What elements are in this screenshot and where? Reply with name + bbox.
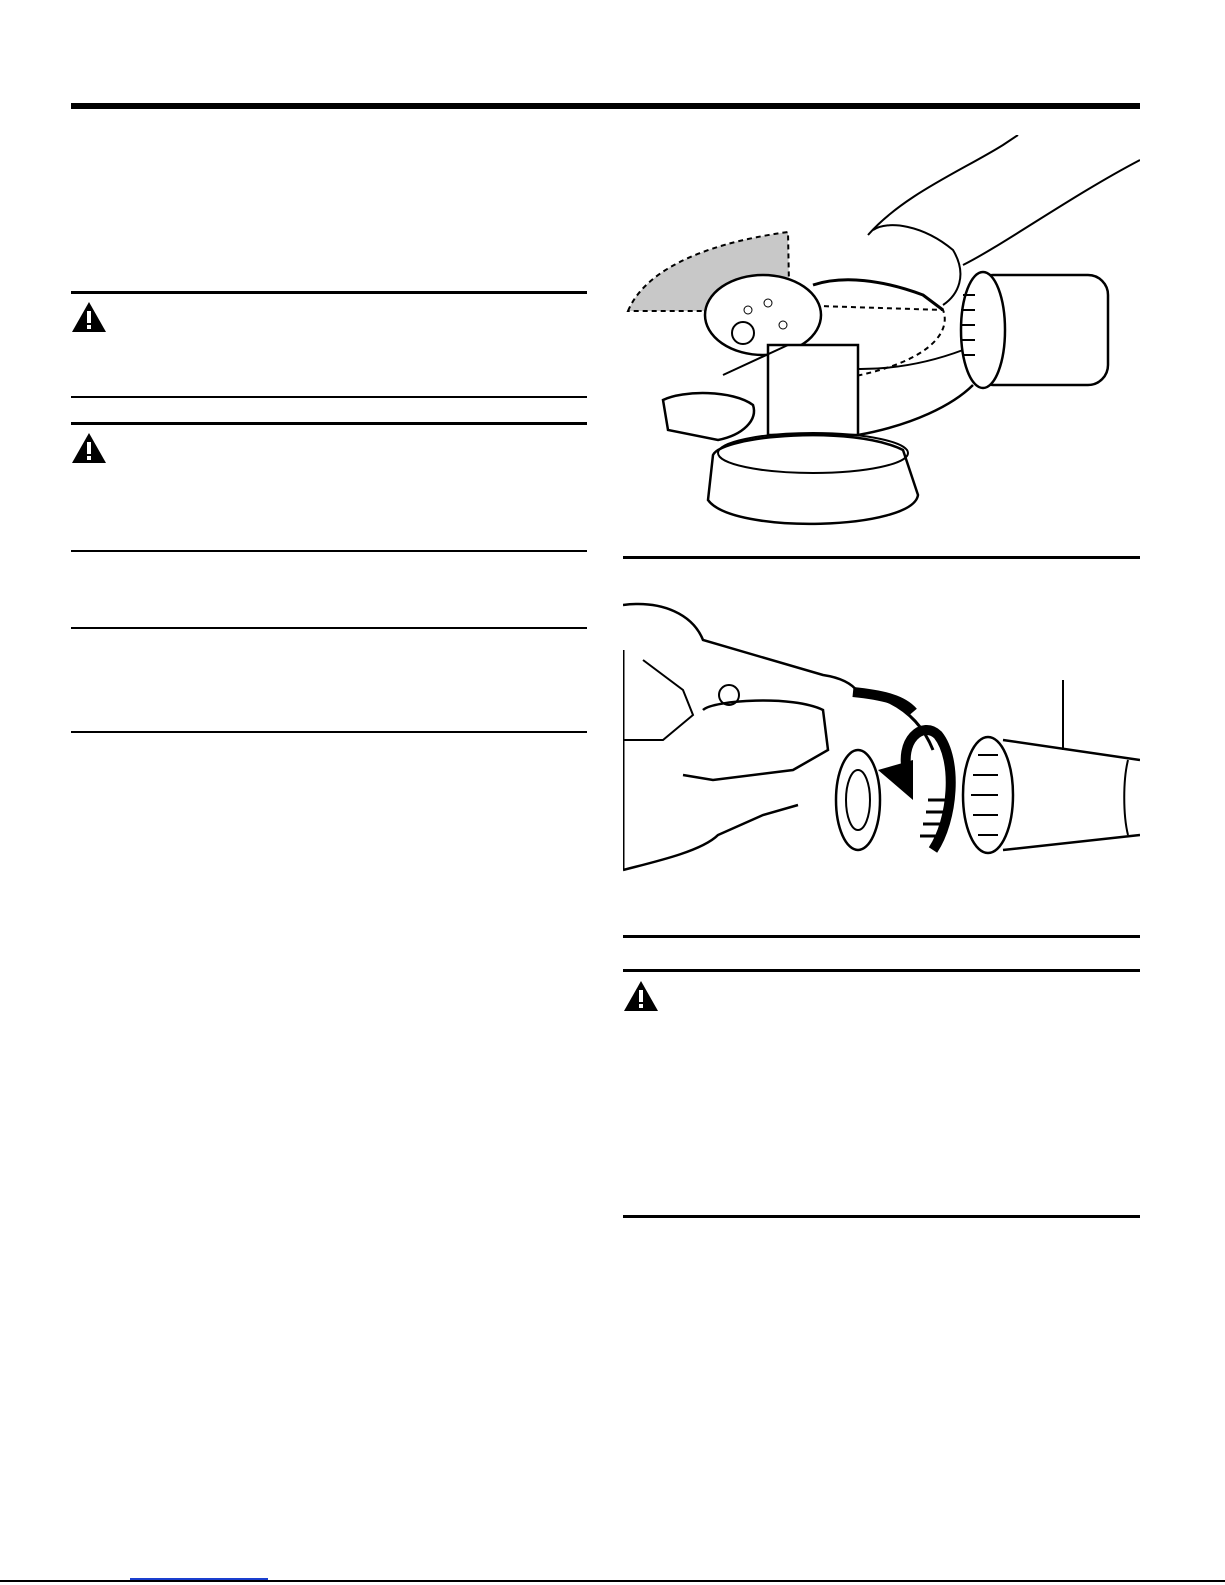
- warning-triangle-icon: [623, 980, 659, 1012]
- figure-2-bottom-rule: [623, 935, 1140, 938]
- header-rule: [71, 103, 1140, 109]
- warning-triangle-icon: [71, 432, 107, 464]
- warning-box-3-top-rule: [623, 969, 1140, 972]
- warning-box-1-top-rule: [71, 291, 587, 294]
- note-box-1-bottom-rule: [71, 627, 587, 629]
- warning-box-3-bottom-rule: [623, 1215, 1140, 1218]
- figure-2-hose-illustration: [623, 600, 1140, 872]
- figure-1-bottom-rule: [623, 556, 1140, 559]
- warning-box-1-bottom-rule: [71, 396, 587, 398]
- footer-rule: [0, 1580, 1225, 1582]
- warning-box-2-top-rule: [71, 422, 587, 425]
- figure-1-sander-illustration: [623, 135, 1140, 550]
- warning-triangle-icon: [71, 301, 107, 333]
- warning-box-2-bottom-rule: [71, 550, 587, 552]
- note-box-2-bottom-rule: [71, 731, 587, 733]
